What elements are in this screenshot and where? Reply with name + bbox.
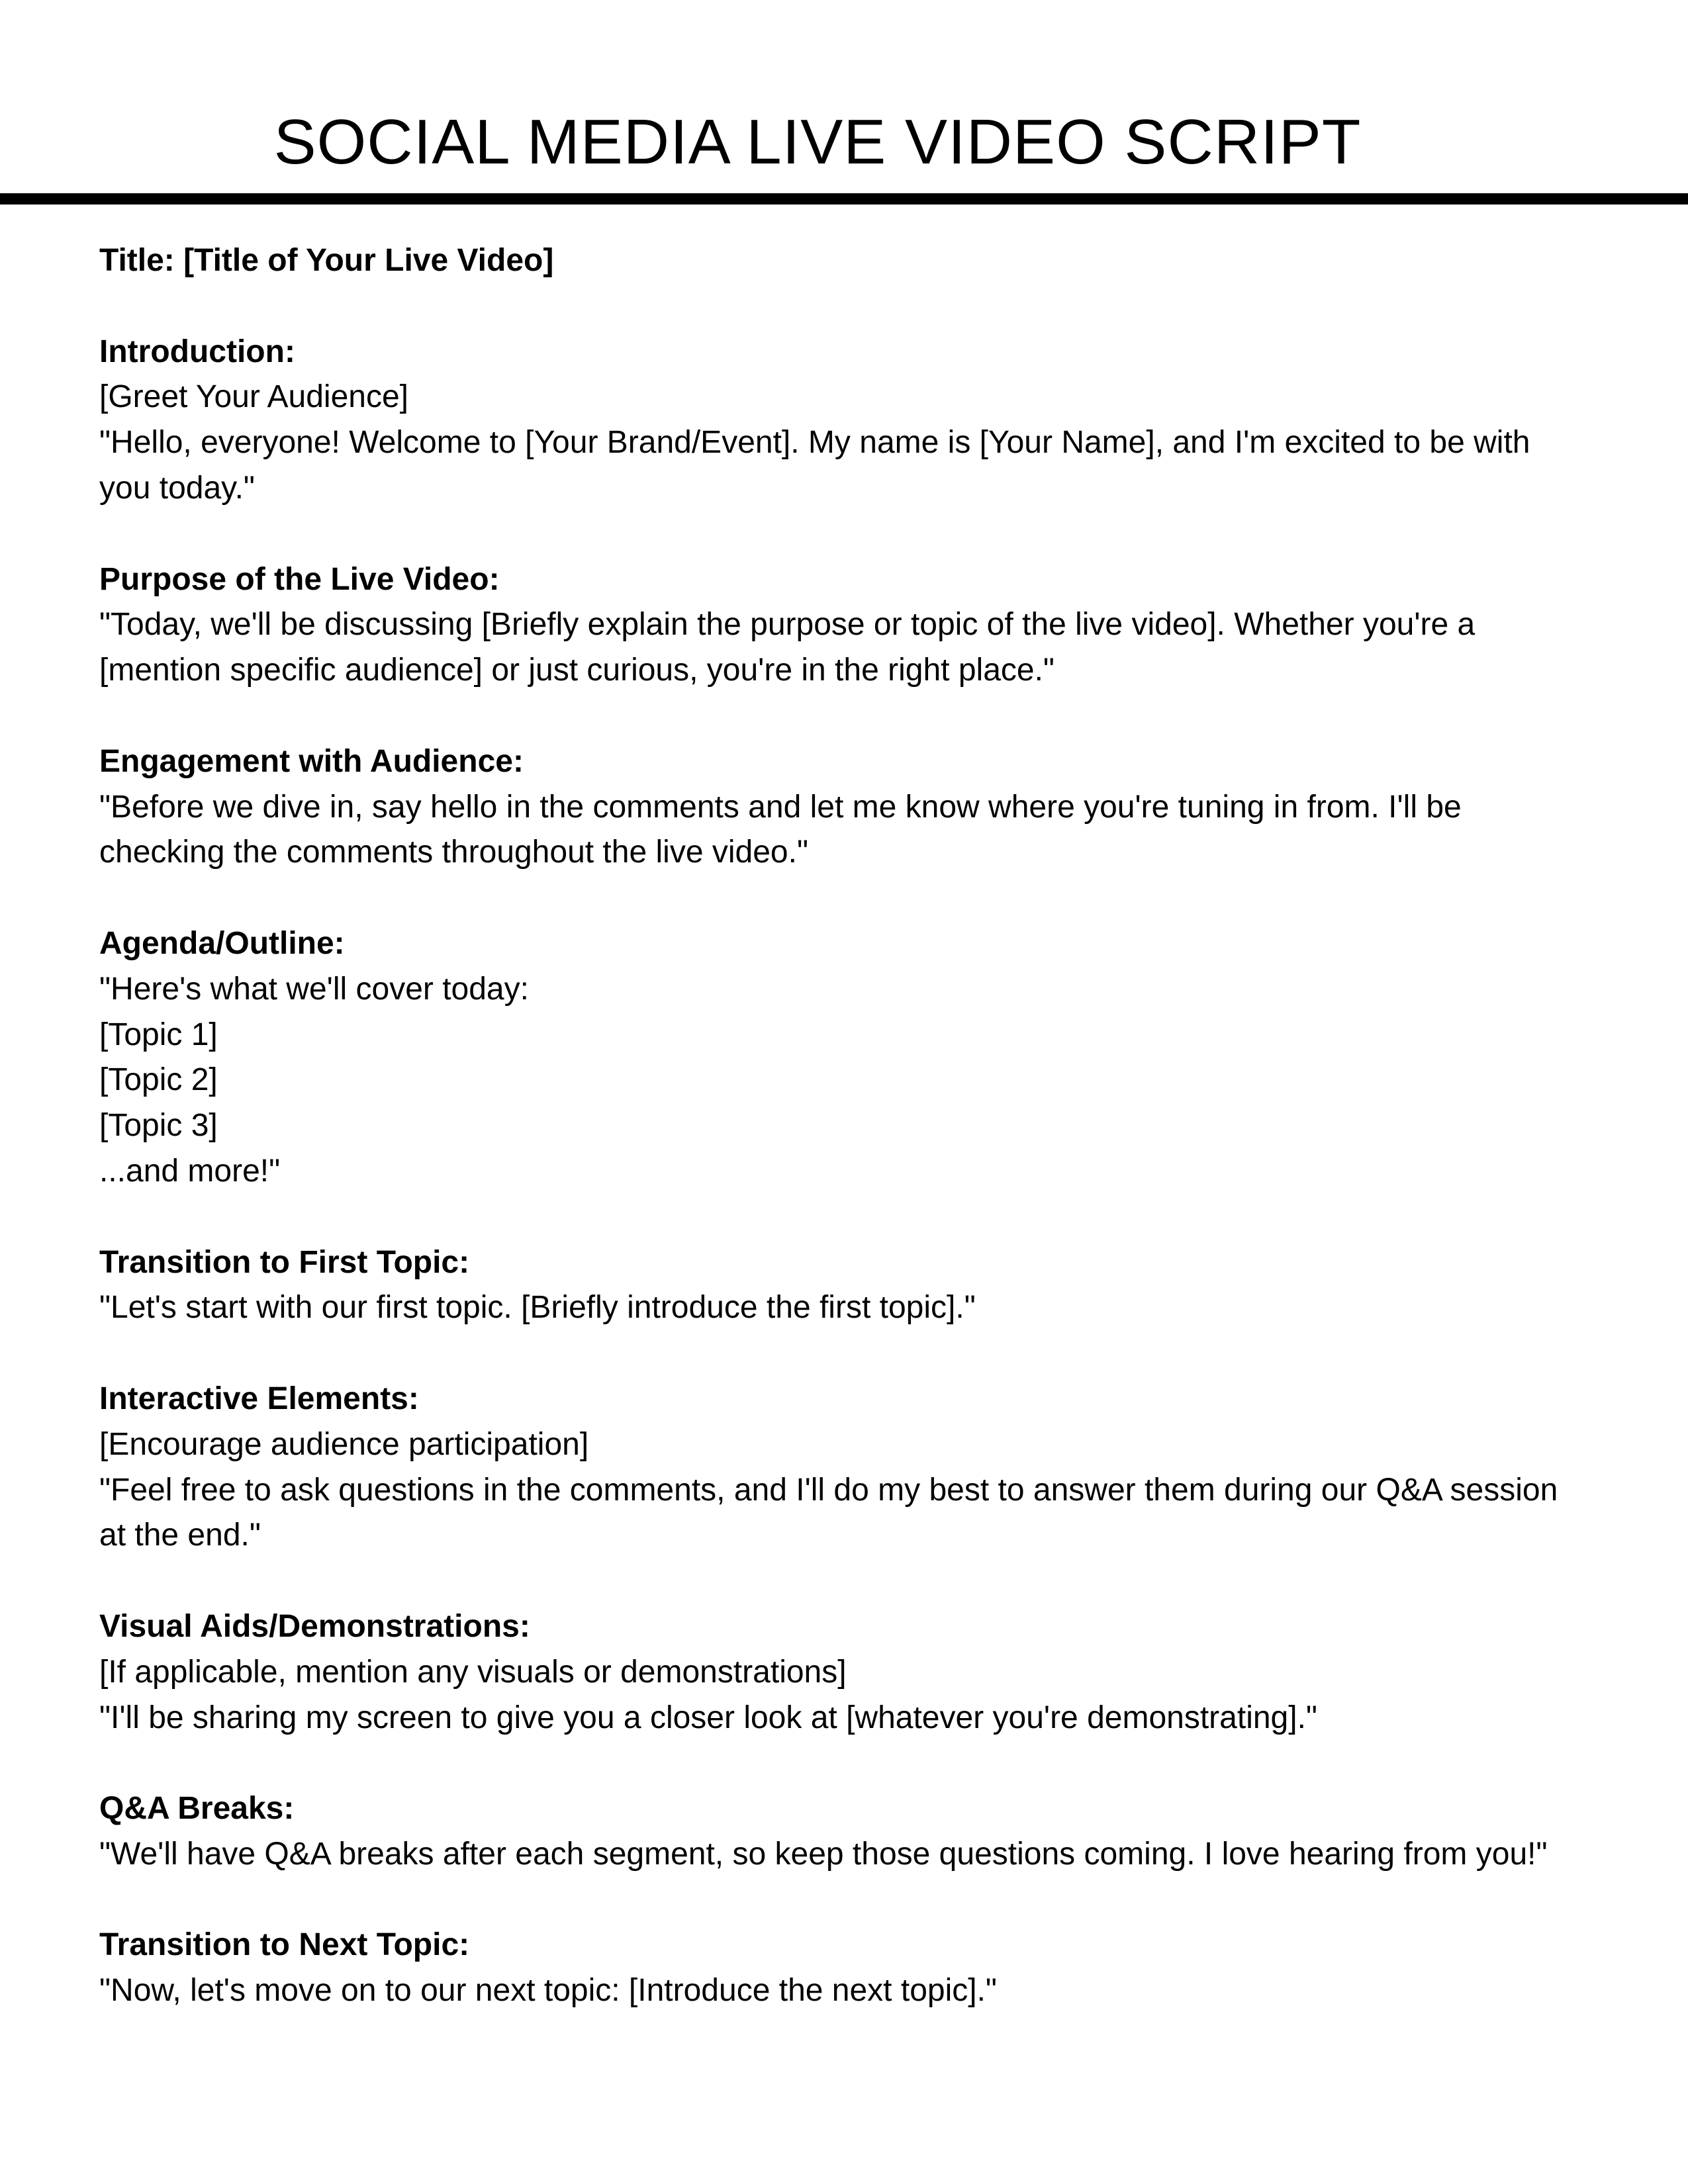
section-heading: Introduction: xyxy=(99,334,295,369)
video-title-section xyxy=(99,238,1589,284)
section-heading: Agenda/Outline: xyxy=(99,925,345,961)
section-line: "Before we dive in, say hello in the comments and let me know where you're tuning in from. I'll be checking the comments throughout the live video." xyxy=(99,789,1462,870)
section-visual-aids xyxy=(99,1604,1589,1741)
section-heading: Purpose of the Live Video: xyxy=(99,561,500,597)
section-purpose xyxy=(99,557,1589,694)
section-line: "We'll have Q&A breaks after each segment, so keep those questions coming. I love hearing from you!" xyxy=(99,1836,1548,1872)
section-heading: Q&A Breaks: xyxy=(99,1791,295,1827)
section-line: "Today, we'll be discussing [Briefly explain the purpose or topic of the live video]. Whether you're a [mention specific audience] or just curious, you're in the right place." xyxy=(99,607,1476,688)
section-line: [Encourage audience participation] xyxy=(99,1426,589,1462)
section-line: "Here's what we'll cover today: xyxy=(99,971,529,1007)
agenda-topic: [Topic 3] xyxy=(99,1108,218,1144)
section-introduction xyxy=(99,330,1589,512)
section-line: [Greet Your Audience] xyxy=(99,379,409,415)
section-line: "I'll be sharing my screen to give you a closer look at [whatever you're demonstrating]." xyxy=(99,1700,1317,1735)
video-title-label: Title: [Title of Your Live Video] xyxy=(99,243,554,278)
section-line: "Hello, everyone! Welcome to [Your Brand/Event]. My name is [Your Name], and I'm excited to be with you today." xyxy=(99,425,1530,506)
page-title: SOCIAL MEDIA LIVE VIDEO SCRIPT xyxy=(273,107,1362,177)
title-divider xyxy=(0,193,1688,205)
agenda-topic: [Topic 1] xyxy=(99,1017,218,1052)
section-transition-next xyxy=(99,1923,1589,2014)
section-qa-breaks xyxy=(99,1786,1589,1878)
script-body xyxy=(99,238,1589,2060)
section-line: "Feel free to ask questions in the comments, and I'll do my best to answer them during our Q&A session at the end." xyxy=(99,1472,1558,1553)
section-interactive xyxy=(99,1377,1589,1559)
section-engagement xyxy=(99,739,1589,876)
agenda-topic: [Topic 2] xyxy=(99,1062,218,1098)
section-line: "Now, let's move on to our next topic: [Introduce the next topic]." xyxy=(99,1973,997,2009)
section-transition-first xyxy=(99,1240,1589,1332)
section-heading: Visual Aids/Demonstrations: xyxy=(99,1608,530,1644)
section-agenda xyxy=(99,921,1589,1195)
section-heading: Engagement with Audience: xyxy=(99,743,524,779)
section-heading: Transition to Next Topic: xyxy=(99,1927,470,1963)
section-line: [If applicable, mention any visuals or demonstrations] xyxy=(99,1654,847,1690)
section-heading: Interactive Elements: xyxy=(99,1381,419,1416)
section-line: ...and more!" xyxy=(99,1153,281,1189)
section-heading: Transition to First Topic: xyxy=(99,1244,470,1280)
section-line: "Let's start with our first topic. [Briefly introduce the first topic]." xyxy=(99,1290,976,1326)
